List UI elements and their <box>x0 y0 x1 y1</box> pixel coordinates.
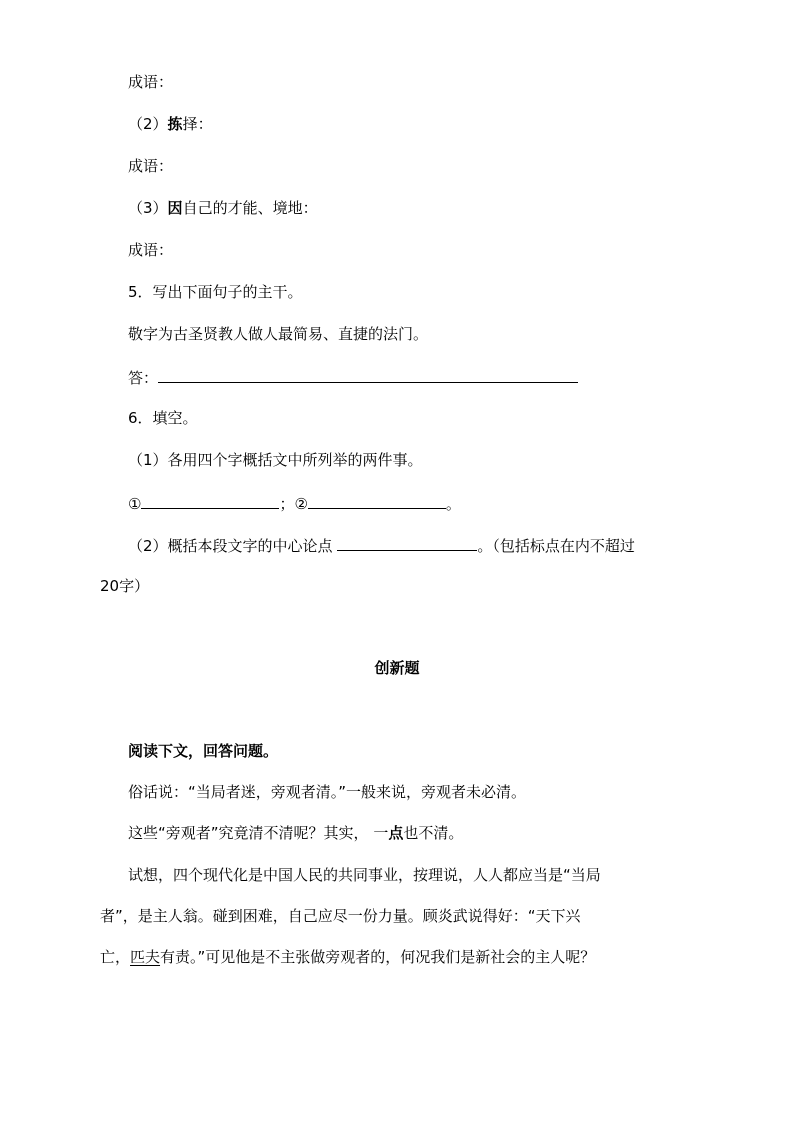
reading-para2-bold: 点 <box>388 824 404 842</box>
reading-para3-line3 <box>100 947 595 967</box>
q4-sub2-bold-char: 拣 <box>167 115 183 133</box>
q5-sentence: 敬字为古圣贤教人做人最简易、直捷的法门。 <box>128 325 429 343</box>
q5-answer <box>128 366 578 388</box>
q6-sub2 <box>128 534 635 556</box>
q4-sub2-prefix: （2） <box>128 115 168 133</box>
q6-separator: ； <box>279 495 295 513</box>
reading-para3-line3-b: 有责。”可见他是不主张做旁观者的，何况我们是新社会的主人呢？ <box>160 948 596 966</box>
q5-answer-label: 答： <box>128 369 159 387</box>
q5-title: 5．写出下面句子的主干。 <box>128 283 303 301</box>
q5-answer-blank[interactable] <box>158 366 578 383</box>
reading-instruction: 阅读下文，回答问题。 <box>128 742 279 760</box>
q4-sub3-rest: 自己的才能、境地： <box>182 199 318 217</box>
reading-para1: 俗话说：“当局者迷，旁观者清。”一般来说，旁观者未必清。 <box>128 783 527 801</box>
reading-para3-line2: 者”，是主人翁。碰到困难，自己应尽一份力量。顾炎武说得好：“天下兴 <box>100 907 581 925</box>
q6-blank-2[interactable] <box>308 492 446 509</box>
reading-para3-underlined-word: 匹夫 <box>130 948 161 966</box>
q6-sub1-blanks <box>128 492 461 514</box>
circle-two: ② <box>294 495 308 513</box>
q6-sub2-note: 。（包括标点在内不超过 <box>477 537 635 555</box>
reading-para2-b: 一 <box>373 824 389 842</box>
section-heading: 创新题 <box>374 659 420 677</box>
q6-sub2-text: （2）概括本段文字的中心论点 <box>128 537 333 555</box>
q6-sub2-note-cont: 20字） <box>100 577 150 595</box>
idiom-label-1: 成语： <box>128 73 174 91</box>
reading-para3-line3-a: 亡， <box>100 948 131 966</box>
q6-blank-1[interactable] <box>141 492 279 509</box>
q4-sub3 <box>128 198 318 218</box>
q6-title: 6．填空。 <box>128 409 198 427</box>
reading-para2 <box>128 823 463 843</box>
circle-one: ① <box>128 495 142 513</box>
q4-sub2 <box>128 114 213 134</box>
q4-sub3-prefix: （3） <box>128 199 168 217</box>
reading-para2-d: 也不清。 <box>403 824 464 842</box>
q4-sub2-rest: 择： <box>182 115 213 133</box>
q4-sub3-bold-char: 因 <box>167 199 183 217</box>
idiom-label-2: 成语： <box>128 157 174 175</box>
q6-sub2-blank[interactable] <box>337 534 477 551</box>
reading-para2-a: 这些“旁观者”究竟清不清呢？其实， <box>128 824 369 842</box>
idiom-label-3: 成语： <box>128 241 174 259</box>
q6-end-period: 。 <box>445 495 461 513</box>
reading-para3-line1: 试想，四个现代化是中国人民的共同事业，按理说，人人都应当是“当局 <box>128 866 601 884</box>
q6-sub1: （1）各用四个字概括文中所列举的两件事。 <box>128 451 423 469</box>
